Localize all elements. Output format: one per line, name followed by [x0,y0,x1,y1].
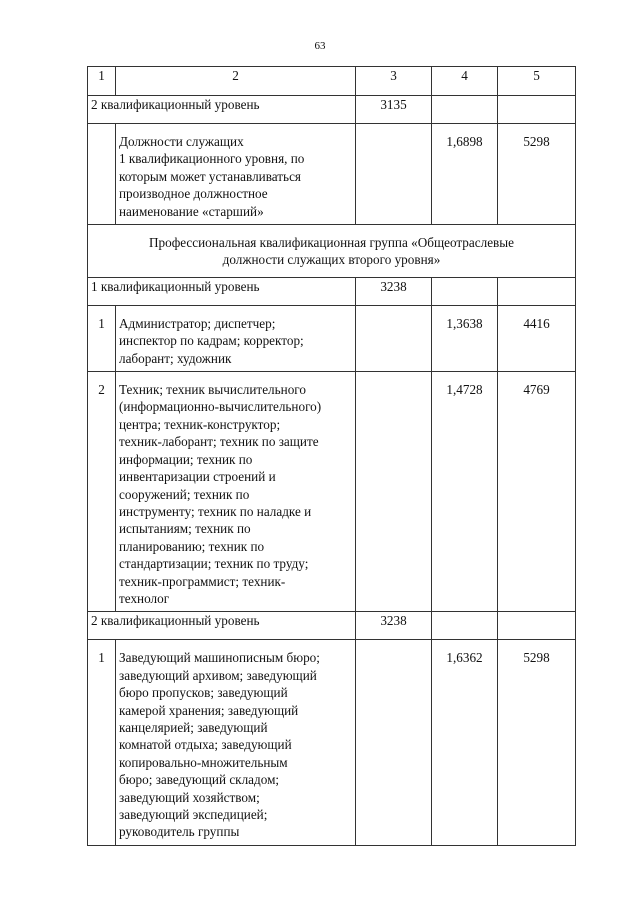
text-line: комнатой отдыха; заведующий [119,737,292,753]
text-line: Профессиональная квалификационная группа «Общеотраслевые [148,235,514,251]
level-base-salary: 3135 [356,96,432,124]
header-cell-4: 4 [432,67,498,96]
text-line: испытаниям; техник по [119,521,251,537]
text-line: Должности служащих [119,134,244,149]
coefficient: 1,3638 [432,305,498,371]
text-line: копировально-множительным [119,754,288,770]
coefficient: 1,6898 [432,124,498,225]
text-line: бюро; заведующий складом; [119,772,280,788]
row-number: 2 [88,372,116,612]
row-number: 1 [88,640,116,845]
text-line: заведующий архивом; заведующий [119,667,317,683]
text-line: бюро пропусков; заведующий [119,685,288,701]
text-line: инвентаризации строений и [119,469,276,485]
row-number: 1 [88,305,116,371]
text-line: Администратор; диспетчер; [119,315,276,331]
position-row [88,372,576,612]
level-row [88,612,576,640]
group-header-row [88,225,576,278]
header-row [88,67,576,96]
level-label: 2 квалификационный уровень [88,96,356,124]
position-title [116,305,356,371]
text-line: сооружений; техник по [119,486,250,502]
group-title [88,225,576,278]
position-row [88,640,576,845]
salary-table [87,66,576,846]
text-line: Техник; техник вычислительного [119,382,306,398]
coefficient: 1,6362 [432,640,498,845]
salary: 5298 [498,124,576,225]
level-base-salary: 3238 [356,277,432,305]
text-line: канцелярией; заведующий [119,719,268,735]
text-line: центра; техник-конструктор; [119,416,281,432]
text-line: стандартизации; техник по труду; [119,556,309,572]
text-line: Заведующий машинописным бюро; [119,650,320,666]
row-number [88,124,116,225]
header-cell-1: 1 [88,67,116,96]
text-line: планированию; техник по [119,538,265,554]
position-row [88,305,576,371]
level-label: 1 квалификационный уровень [88,277,356,305]
text-line: производное должностное [119,186,268,202]
text-line: техник-программист; техник- [119,573,286,589]
position-title [116,372,356,612]
salary: 4769 [498,372,576,612]
text-line: заведующий хозяйством; [119,789,260,805]
position-title [116,640,356,845]
salary: 4416 [498,305,576,371]
header-cell-3: 3 [356,67,432,96]
text-line: (информационно-вычислительного) [119,399,322,415]
salary: 5298 [498,640,576,845]
text-line: технолог [119,590,170,606]
text-line: инспектор по кадрам; корректор; [119,333,304,349]
level-row [88,277,576,305]
level-label: 2 квалификационный уровень [88,612,356,640]
text-line: которым может устанавливаться [119,168,301,184]
text-line: инструменту; техник по наладке и [119,503,312,519]
position-title [116,124,356,225]
page-number: 63 [314,40,326,52]
coefficient: 1,4728 [432,372,498,612]
text-line: информации; техник по [119,451,253,467]
header-cell-5: 5 [498,67,576,96]
text-line: должности служащих второго уровня» [222,252,441,268]
text-line: лаборант; художник [119,350,232,366]
text-line: руководитель группы [119,824,240,840]
level-base-salary: 3238 [356,612,432,640]
position-row [88,124,576,225]
text-line: заведующий экспедицией; [119,807,268,822]
text-line: 1 квалификационного уровня, по [119,151,305,167]
text-line: камерой хранения; заведующий [119,702,299,718]
level-row [88,96,576,124]
header-cell-2: 2 [116,67,356,96]
text-line: техник-лаборант; техник по защите [119,434,319,450]
text-line: наименование «старший» [119,203,264,219]
